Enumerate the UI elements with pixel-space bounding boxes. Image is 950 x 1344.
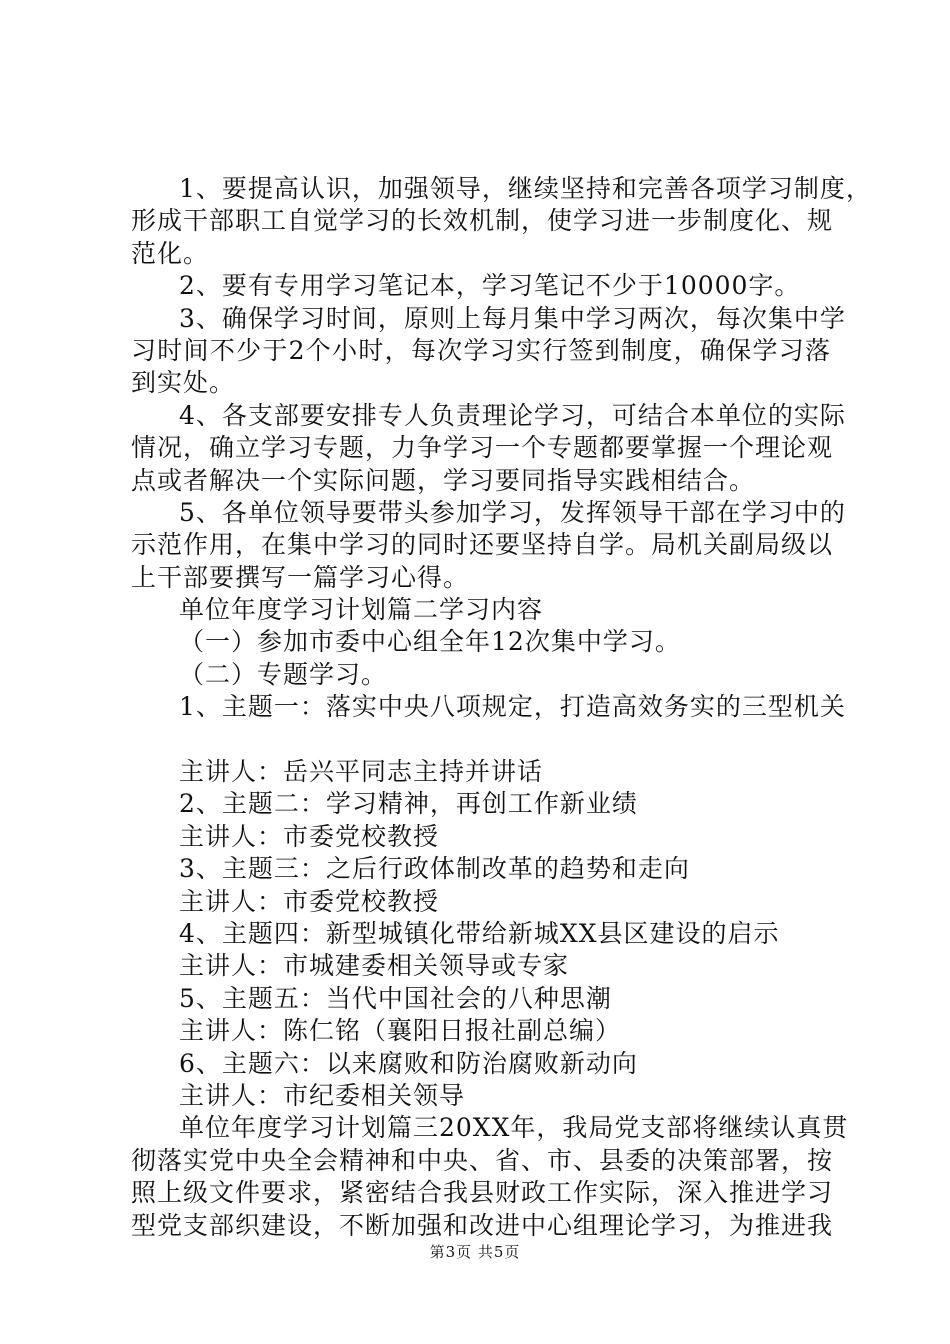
paragraph-4-line-2: 情况，确立学习专题，力争学习一个专题都要掌握一个理论观	[131, 433, 834, 463]
page-number-footer: 第3页 共5页	[429, 1243, 521, 1261]
paragraph-5-line-3: 上干部要撰写一篇学习心得。	[131, 562, 470, 592]
paragraph-1-line-3: 范化。	[131, 238, 210, 268]
section-3-line-1: 单位年度学习计划篇三20XX年，我局党支部将继续认真贯	[179, 1113, 849, 1143]
study-item-2: （二）专题学习。	[179, 659, 388, 689]
paragraph-5-line-2: 示范作用，在集中学习的同时还要坚持自学。局机关副局级以	[131, 530, 834, 560]
speaker-3: 主讲人：市委党校教授	[179, 886, 440, 916]
paragraph-2-line-1: 2、要有专用学习笔记本，学习笔记不少于10000字。	[179, 271, 801, 301]
section-3-line-4: 型党支部织建设，不断加强和改进中心组理论学习，为推进我	[131, 1210, 834, 1240]
speaker-2: 主讲人：市委党校教授	[179, 821, 440, 851]
speaker-4: 主讲人：市城建委相关领导或专家	[179, 951, 570, 981]
paragraph-3-line-2: 习时间不少于2个小时，每次学习实行签到制度，确保学习落	[131, 335, 831, 365]
speaker-5: 主讲人：陈仁铭（襄阳日报社副总编）	[179, 1016, 622, 1046]
paragraph-3-line-3: 到实处。	[131, 368, 236, 398]
topic-3: 3、主题三：之后行政体制改革的趋势和走向	[179, 854, 690, 884]
topic-1: 1、主题一：落实中央八项规定，打造高效务实的三型机关	[179, 692, 846, 722]
paragraph-5-line-1: 5、各单位领导要带头参加学习，发挥领导干部在学习中的	[179, 497, 846, 527]
speaker-6: 主讲人：市纪委相关领导	[179, 1080, 466, 1110]
paragraph-4-line-1: 4、各支部要安排专人负责理论学习，可结合本单位的实际	[179, 400, 846, 430]
paragraph-3-line-1: 3、确保学习时间，原则上每月集中学习两次，每次集中学	[179, 303, 846, 333]
paragraph-1-line-2: 形成干部职工自觉学习的长效机制，使学习进一步制度化、规	[131, 206, 834, 236]
section-3-line-3: 照上级文件要求，紧密结合我县财政工作实际，深入推进学习	[131, 1178, 834, 1208]
speaker-1: 主讲人：岳兴平同志主持并讲话	[179, 757, 544, 787]
study-item-1: （一）参加市委中心组全年12次集中学习。	[179, 627, 681, 657]
topic-5: 5、主题五：当代中国社会的八种思潮	[179, 983, 612, 1013]
blank-line	[131, 724, 831, 756]
paragraph-4-line-3: 点或者解决一个实际问题，学习要同指导实践相结合。	[131, 465, 756, 495]
topic-4: 4、主题四：新型城镇化带给新城XX县区建设的启示	[179, 918, 780, 948]
section-3-line-2: 彻落实党中央全会精神和中央、省、市、县委的决策部署，按	[131, 1145, 834, 1175]
paragraph-1-line-1: 1、要提高认识，加强领导，继续坚持和完善各项学习制度，	[179, 174, 872, 203]
topic-2: 2、主题二：学习精神，再创工作新业绩	[179, 789, 638, 819]
document-body	[131, 173, 872, 1242]
topic-6: 6、主题六：以来腐败和防治腐败新动向	[179, 1048, 638, 1078]
section-heading-2: 单位年度学习计划篇二学习内容	[179, 595, 544, 625]
